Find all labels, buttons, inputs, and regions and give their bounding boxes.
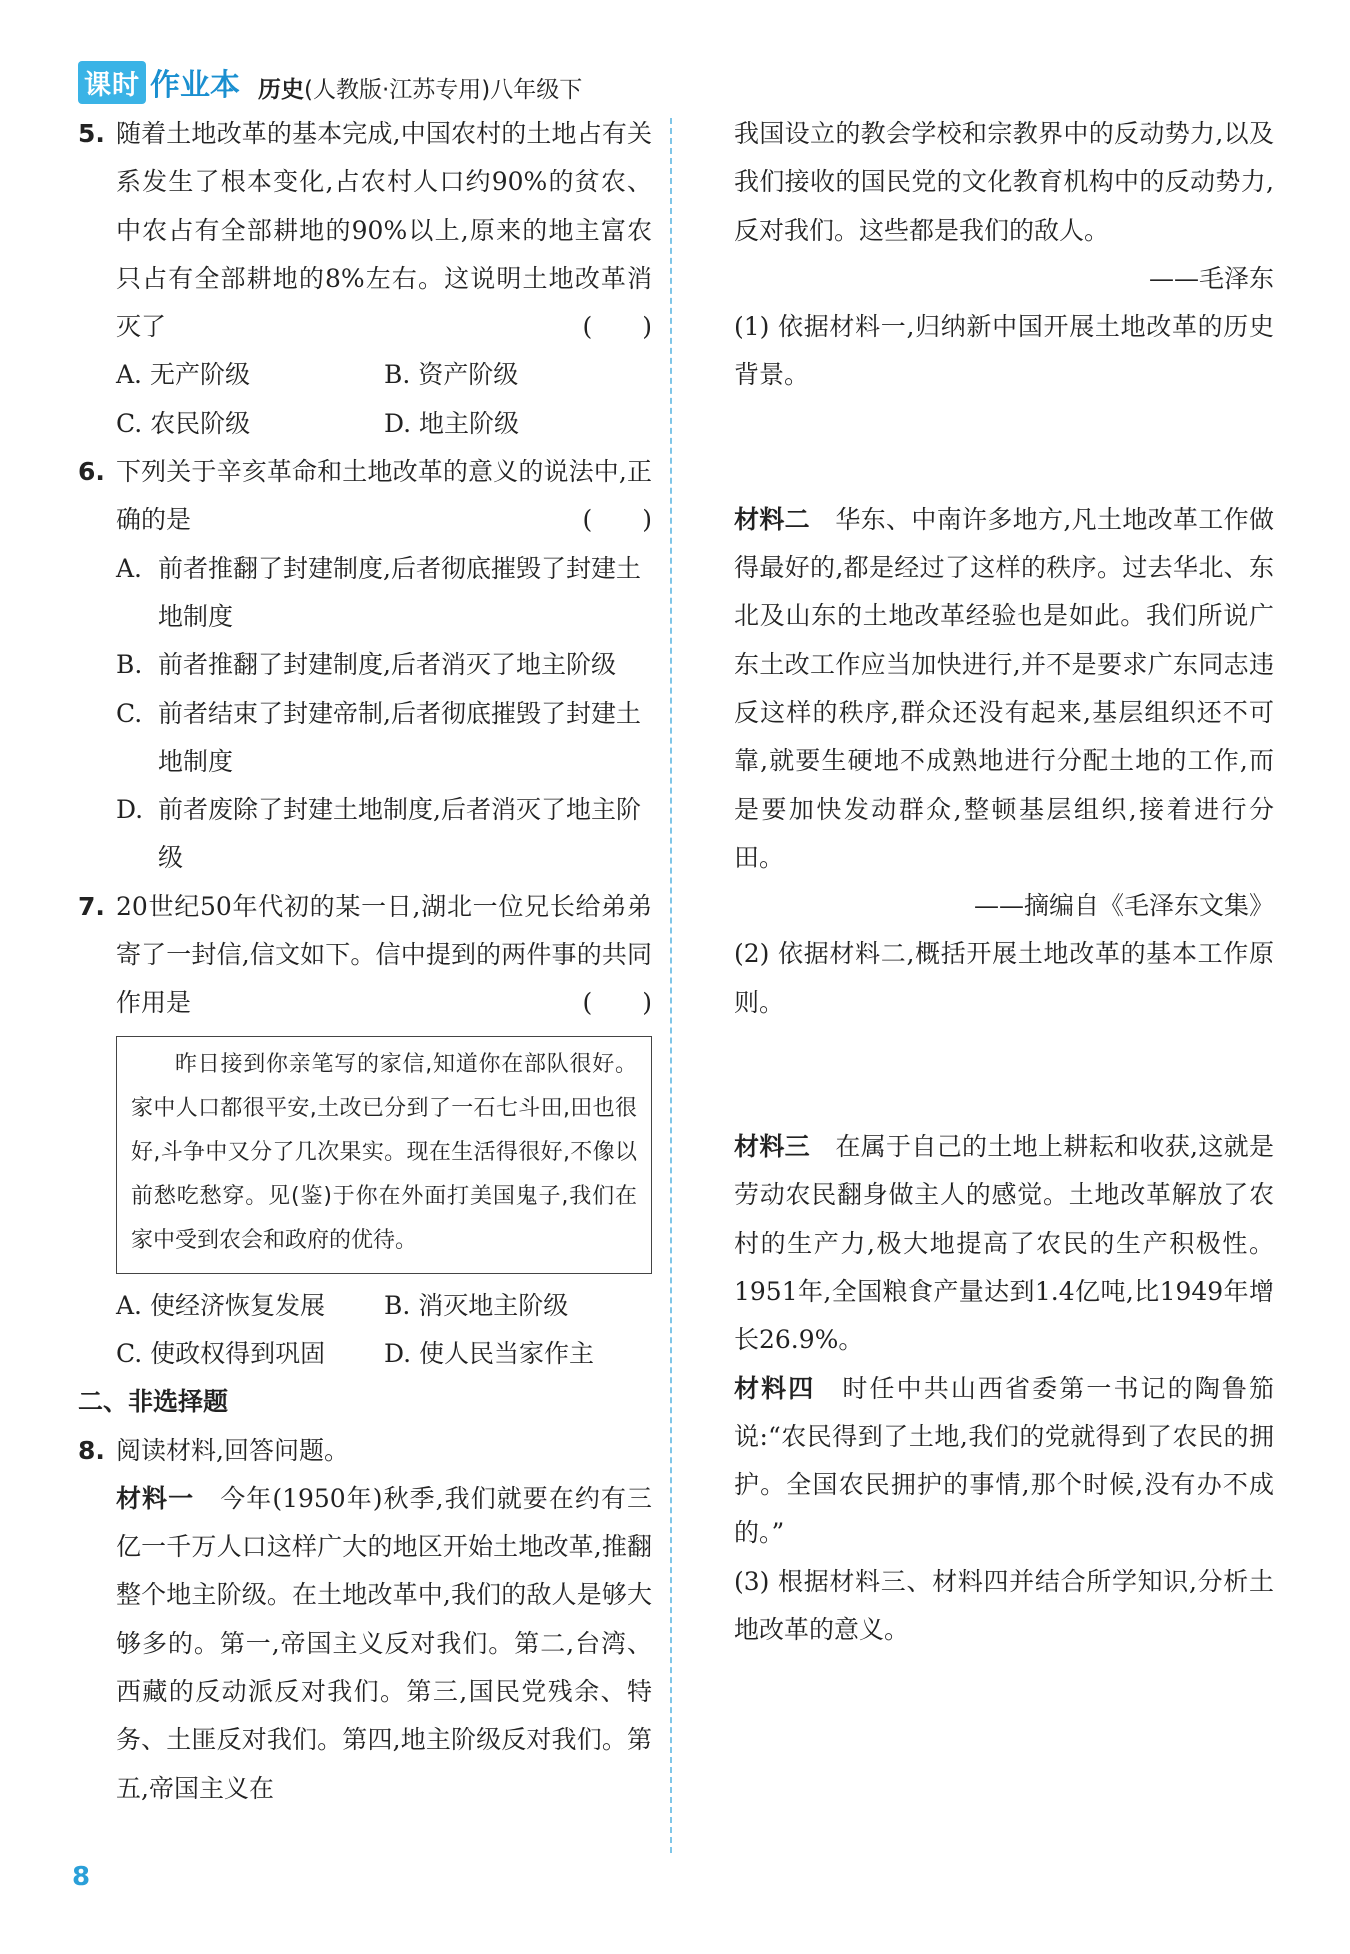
- option-b: B. 消灭地主阶级: [384, 1290, 569, 1320]
- subject-title: [258, 71, 582, 104]
- logo-highlight: 课时: [78, 61, 146, 104]
- question-5: [78, 110, 652, 351]
- page-header: [78, 62, 582, 104]
- option-label: C.: [116, 698, 143, 728]
- page-number: 8: [72, 1862, 91, 1892]
- left-column: [78, 110, 652, 1813]
- material-text: 时任中共山西省委第一书记的陶鲁笳说:“农民得到了土地,我们的党就得到了农民的拥护。全国农民拥护的事情,那个时候,没有办不成的。”: [734, 1373, 1274, 1548]
- answer-blank: ( ): [582, 505, 652, 535]
- subject-name: 历史: [258, 77, 304, 103]
- sub-question-2: (2) 依据材料二,概括开展土地改革的基本工作原则。: [734, 939, 1274, 1017]
- question-text: 20世纪50年代初的某一日,湖北一位兄长给弟弟寄了一封信,信文如下。信中提到的两件事的共同作用是: [116, 891, 652, 1018]
- material-1: [78, 1475, 652, 1813]
- option-c: C. 农民阶级: [116, 408, 251, 438]
- logo-text: 作业本: [150, 68, 240, 103]
- question-number: 8.: [78, 1435, 105, 1465]
- book-logo: [78, 60, 240, 104]
- material-3: [734, 1123, 1274, 1364]
- right-column: [734, 110, 1274, 1654]
- question-6-options: [78, 545, 652, 883]
- subject-edition: (人教版·江苏专用)八年级下: [304, 77, 583, 103]
- option-a: A. 无产阶级: [116, 360, 250, 390]
- material-text: 华东、中南许多地方,凡土地改革工作做得最好的,都是经过了这样的秩序。过去华北、东北及山东的土地改革经验也是如此。我们所说广东土改工作应当加快进行,并不是要求广东同志违反这样的秩序,群众还没有起来,基层组织还不可靠,就要生硬地不成熟地进行分配土地的工作,而是要加快发动群众,整顿基层组织,接着进行分田。: [734, 504, 1274, 872]
- option-c: C. 使政权得到巩固: [116, 1338, 326, 1368]
- material-1-continued: 我国设立的教会学校和宗教界中的反动势力,以及我们接收的国民党的文化教育机构中的反动势力,反对我们。这些都是我们的敌人。: [734, 119, 1274, 245]
- question-text: 阅读材料,回答问题。: [116, 1435, 349, 1465]
- question-text: 随着土地改革的基本完成,中国农村的土地占有关系发生了根本变化,占农村人口约90%的贫农、中农占有全部耕地的90%以上,原来的地主富农只占有全部耕地的8%左右。这说明土地改革消灭了: [116, 119, 652, 342]
- sub-question-1: (1) 依据材料一,归纳新中国开展土地改革的历史背景。: [734, 312, 1274, 390]
- material-label: 材料二: [734, 504, 811, 534]
- question-number: 7.: [78, 891, 105, 921]
- material-1-source: ——毛泽东: [1148, 263, 1274, 293]
- option-d: [116, 786, 652, 883]
- question-number: 6.: [78, 457, 105, 487]
- material-label: 材料三: [734, 1132, 811, 1162]
- question-7: [78, 883, 652, 1028]
- material-label: 材料一: [116, 1483, 195, 1513]
- option-b: B. 资产阶级: [384, 360, 519, 390]
- material-label: 材料四: [734, 1373, 816, 1403]
- question-6: [78, 448, 652, 545]
- option-d: D. 地主阶级: [384, 408, 520, 438]
- material-text: 今年(1950年)秋季,我们就要在约有三亿一千万人口这样广大的地区开始土地改革,推翻整个地主阶级。在土地改革中,我们的敌人是够大够多的。第一,帝国主义反对我们。第二,台湾、西藏的反动派反对我们。第三,国民党残余、特务、土匪反对我们。第四,地主阶级反对我们。第五,帝国主义在: [116, 1483, 652, 1803]
- answer-blank: ( ): [582, 988, 652, 1018]
- option-text: 前者推翻了封建制度,后者彻底摧毁了封建土地制度: [158, 553, 641, 631]
- option-text: 前者推翻了封建制度,后者消灭了地主阶级: [158, 650, 616, 680]
- option-c: [116, 690, 652, 787]
- answer-blank: ( ): [582, 312, 652, 342]
- sub-question-3: (3) 根据材料三、材料四并结合所学知识,分析土地改革的意义。: [734, 1566, 1274, 1645]
- option-b: [116, 641, 652, 689]
- question-8: [78, 1427, 652, 1475]
- option-label: D.: [116, 795, 144, 825]
- answer-space: [734, 400, 1274, 496]
- option-a: [116, 545, 652, 642]
- column-divider: [670, 118, 672, 1853]
- material-2-source: ——摘编自《毛泽东文集》: [973, 891, 1274, 921]
- option-text: 前者结束了封建帝制,后者彻底摧毁了封建土地制度: [158, 698, 641, 776]
- question-7-options: [78, 1282, 652, 1379]
- section-heading: 二、非选择题: [78, 1387, 229, 1417]
- option-text: 前者废除了封建土地制度,后者消灭了地主阶级: [158, 795, 641, 873]
- answer-space: [734, 1027, 1274, 1123]
- option-a: A. 使经济恢复发展: [116, 1290, 325, 1320]
- material-text: 在属于自己的土地上耕耘和收获,这就是劳动农民翻身做主人的感觉。土地改革解放了农村的生产力,极大地提高了农民的生产积极性。1951年,全国粮食产量达到1.4亿吨,比1949年增长26.9%。: [734, 1132, 1274, 1355]
- option-label: A.: [116, 553, 143, 583]
- question-5-options: [78, 351, 652, 448]
- material-2: [734, 496, 1274, 882]
- option-d: D. 使人民当家作主: [384, 1338, 595, 1368]
- letter-excerpt-box: 昨日接到你亲笔写的家信,知道你在部队很好。家中人口都很平安,土改已分到了一石七斗田,田也很好,斗争中又分了几次果实。现在生活得很好,不像以前愁吃愁穿。见(鉴)于你在外面打美国鬼子,我们在家中受到农会和政府的优待。: [116, 1036, 652, 1274]
- question-number: 5.: [78, 119, 105, 148]
- question-text: 下列关于辛亥革命和土地改革的意义的说法中,正确的是: [116, 457, 652, 535]
- option-label: B.: [116, 650, 143, 680]
- material-4: [734, 1365, 1274, 1558]
